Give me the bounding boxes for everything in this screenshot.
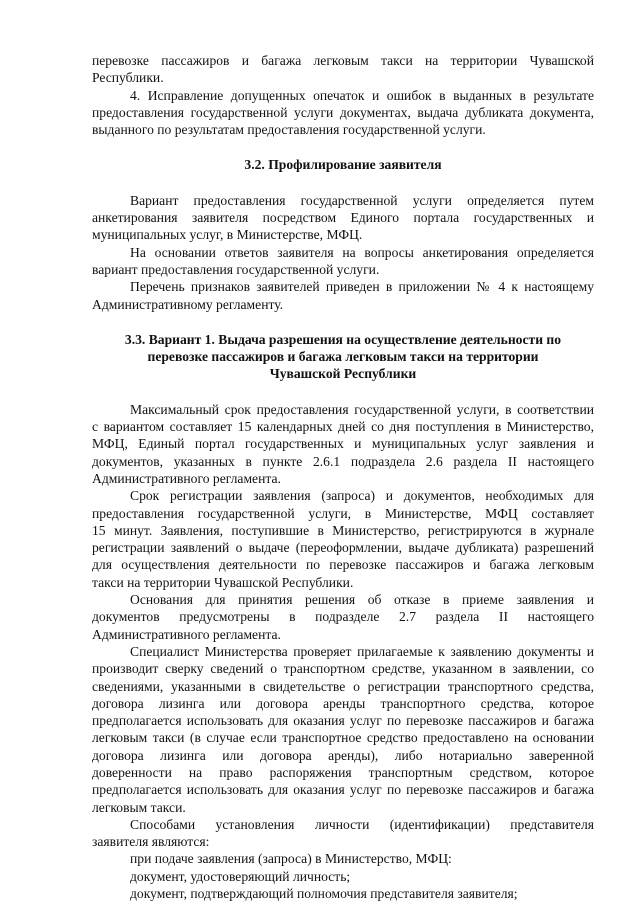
- text-line: Срок регистрации заявления (запроса) и документов, необходимых для: [130, 488, 594, 504]
- text-line: предоставления государственной услуги, в Министерстве, МФЦ составляет: [92, 505, 594, 521]
- text-line: предполагается использовать для оказания услуг по перевозке пассажиров и багажа: [92, 782, 594, 798]
- section-heading-3-3: [92, 331, 594, 383]
- text-line: Перечень признаков заявителей приведен в приложении № 4 к настоящему: [130, 279, 594, 295]
- text-line: На основании ответов заявителя на вопросы анкетирования определяется: [130, 244, 594, 260]
- text-line: Административного регламента.: [92, 626, 281, 642]
- text-line: Административному регламенту.: [92, 296, 284, 312]
- text-line: легковым такси (в случае если транспортное средство предоставлено на основании: [92, 730, 594, 746]
- text-line: договора лизинга или договора аренды транспортного средства, которое: [92, 695, 594, 711]
- text-line: документов предусмотрены в подразделе 2.7 раздела II настоящего: [92, 609, 594, 625]
- document-page: [92, 52, 594, 902]
- section-heading-3-2: 3.2. Профилирование заявителя: [244, 157, 442, 173]
- heading-line: 3.3. Вариант 1. Выдача разрешения на осуществление деятельности по: [124, 331, 562, 347]
- text-line: Основания для принятия решения об отказе в приеме заявления и: [130, 592, 594, 608]
- text-line: для осуществления деятельности по перевозке пассажиров и багажа легковым: [92, 557, 594, 573]
- text-line: Максимальный срок предоставления государственной услуги, в соответствии: [130, 401, 594, 417]
- text-line: Специалист Министерства проверяет прилагаемые к заявлению документы и: [130, 643, 594, 659]
- text-line: при подаче заявления (запроса) в Министерство, МФЦ:: [130, 851, 452, 867]
- text-line: такси на территории Чувашской Республики.: [92, 574, 354, 590]
- text-line: предполагается использовать для оказания услуг по перевозке пассажиров и багажа: [92, 713, 594, 729]
- text-line: сведениями, указанными в свидетельстве о регистрации транспортного средства,: [92, 678, 594, 694]
- heading-line: перевозке пассажиров и багажа легковым такси на территории: [147, 349, 539, 365]
- text-line: муниципальных услуг, в Министерстве, МФЦ.: [92, 227, 363, 243]
- text-line: Способами установления личности (идентификации) представителя: [130, 816, 594, 832]
- text-line: договора лизинга или договора аренды), либо нотариально заверенной: [92, 747, 594, 763]
- text-line: производит сверку сведений о транспортном средстве, указанном в заявлении, со: [92, 661, 594, 677]
- text-line: анкетирования заявителя посредством Единого портала государственных и: [92, 210, 594, 226]
- text-line: документ, подтверждающий полномочия представителя заявителя;: [130, 886, 518, 902]
- text-line: Административного регламента.: [92, 470, 281, 486]
- text-line: регистрации заявлений о выдаче (переоформлении, выдаче дубликата) разрешений: [92, 540, 594, 556]
- text-line: МФЦ, Единый портал государственных и муниципальных услуг заявления и: [92, 436, 594, 452]
- text-line: предоставления государственной услуги документах, выдача дубликата документа,: [92, 104, 594, 120]
- text-line: 15 минут. Заявления, поступившие в Министерство, регистрируются в журнале: [92, 522, 594, 538]
- text-line: легковым такси.: [92, 799, 186, 815]
- text-line: заявителя являются:: [92, 834, 210, 850]
- text-line: доверенности на право распоряжения транспортным средством, которое: [92, 764, 594, 780]
- text-line: документов, указанных в пункте 2.6.1 подраздела 2.6 раздела II настоящего: [92, 453, 594, 469]
- heading-line: Чувашской Республики: [269, 366, 417, 382]
- text-line: с вариантом составляет 15 календарных дней со дня поступления в Министерство,: [92, 419, 594, 435]
- text-line: вариант предоставления государственной услуги.: [92, 261, 380, 277]
- text-line: Вариант предоставления государственной услуги определяется путем: [130, 192, 594, 208]
- text-line: документ, удостоверяющий личность;: [130, 868, 351, 884]
- text-line: Республики.: [92, 70, 164, 86]
- paragraph-continuation: [92, 52, 594, 87]
- section-3-3-body: [92, 401, 594, 903]
- section-3-2-body: [92, 192, 594, 313]
- text-line: 4. Исправление допущенных опечаток и ошибок в выданных в результате: [130, 87, 594, 103]
- text-line: перевозке пассажиров и багажа легковым такси на территории Чувашской: [92, 53, 594, 68]
- paragraph-item-4: [92, 87, 594, 139]
- text-line: выданного по результатам предоставления государственной услуги.: [92, 122, 486, 138]
